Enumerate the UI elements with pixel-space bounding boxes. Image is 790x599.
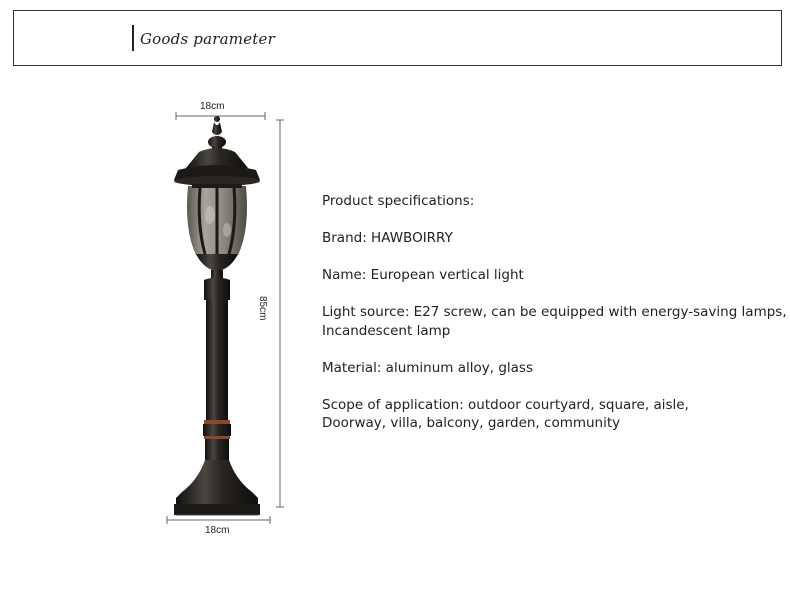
spec-scope <box>322 396 790 433</box>
height-label: 85cm <box>257 296 268 321</box>
spec-light-source-line1: Light source: E27 screw, can be equipped with energy-saving lamps, <box>322 304 787 320</box>
spec-light-source <box>322 303 790 340</box>
spec-scope-line1: Scope of application: outdoor courtyard, square, aisle, <box>322 396 689 413</box>
lamp-base <box>174 460 260 515</box>
lamp-finial <box>208 116 226 152</box>
lamp-glass <box>187 186 247 255</box>
lamp-post <box>203 278 231 462</box>
lamp-lantern-base <box>196 254 238 278</box>
spec-brand: Brand: HAWBOIRRY <box>322 230 453 246</box>
lamp-roof <box>174 148 260 186</box>
bottom-dimension-line <box>167 516 270 524</box>
spec-material: Material: aluminum alloy, glass <box>322 359 533 376</box>
height-dimension-line <box>276 120 284 507</box>
spec-light-source-line2: Incandescent lamp <box>322 322 451 339</box>
product-specs <box>322 192 790 451</box>
top-width-label: 18cm <box>200 101 225 112</box>
spec-scope-line2: Doorway, villa, balcony, garden, community <box>322 415 621 431</box>
top-dimension-line <box>176 112 265 120</box>
spec-name: Name: European vertical light <box>322 267 524 283</box>
header-title: Goods parameter <box>140 30 275 48</box>
bottom-width-label: 18cm <box>205 525 230 536</box>
specs-heading: Product specifications: <box>322 193 475 209</box>
